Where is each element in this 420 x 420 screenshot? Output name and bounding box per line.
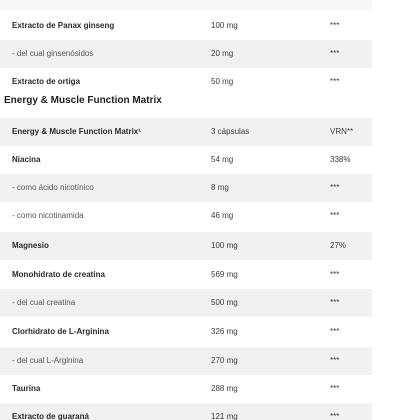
ingredient-vrn: *** [330, 183, 340, 192]
ingredient-vrn: *** [330, 356, 340, 365]
table-row [0, 289, 372, 317]
ingredient-amount: 288 mg [211, 384, 238, 393]
ingredient-name: - del cual creatina [12, 298, 76, 307]
ingredient-amount: 54 mg [211, 155, 234, 164]
header-vrn: VRN** [330, 127, 354, 136]
ingredient-amount: 270 mg [211, 356, 238, 365]
header-amount: 3 cápsulas [211, 127, 250, 136]
ingredient-amount: 46 mg [211, 211, 234, 220]
ingredient-amount: 326 mg [211, 327, 238, 336]
ingredient-vrn: *** [330, 211, 340, 220]
section-title: Energy & Muscle Function Matrix [4, 95, 162, 106]
table-row [0, 261, 372, 289]
ingredient-vrn: *** [330, 298, 340, 307]
table-header-row [0, 118, 372, 146]
ingredient-name: Magnesio [12, 241, 49, 250]
ingredient-vrn: 27% [330, 241, 347, 250]
header-name: Energy & Muscle Function Matrix¹ [12, 127, 141, 136]
table-row [0, 40, 372, 68]
ingredient-amount: 8 mg [211, 183, 229, 192]
ingredient-name: Niacina [12, 155, 41, 164]
ingredient-name: - del cual ginsenósidos [12, 49, 94, 58]
table-row [0, 232, 372, 260]
ingredient-amount: 100 mg [211, 241, 238, 250]
ingredient-vrn: *** [330, 77, 340, 86]
ingredient-name: - del cual L-Arginina [12, 356, 84, 365]
ingredient-vrn [330, 0, 339, 10]
ingredient-amount [211, 0, 233, 10]
ingredient-amount: 121 mg [211, 412, 238, 420]
ingredient-name: Monohidrato de creatina [12, 270, 105, 279]
ingredient-name: Extracto de Panax ginseng [12, 21, 115, 30]
table-row [0, 174, 372, 202]
ingredient-amount: 569 mg [211, 270, 238, 279]
ingredient-amount: 100 mg [211, 21, 238, 30]
ingredient-vrn: *** [330, 327, 340, 336]
table-row [0, 202, 372, 230]
ingredient-amount: 20 mg [211, 49, 234, 58]
ingredient-name: Clorhidrato de L-Arginina [12, 327, 109, 336]
ingredient-name [12, 0, 96, 10]
table-row [0, 318, 372, 346]
table-row [0, 375, 372, 403]
ingredient-name: Extracto de guaraná [12, 412, 89, 420]
ingredient-vrn: *** [330, 412, 340, 420]
ingredient-vrn: 338% [330, 155, 351, 164]
ingredient-vrn: *** [330, 21, 340, 30]
table-row [0, 0, 372, 10]
ingredient-name: Extracto de ortiga [12, 77, 81, 86]
ingredient-amount: 50 mg [211, 77, 234, 86]
ingredient-vrn: *** [330, 49, 340, 58]
ingredient-name: Taurina [12, 384, 41, 393]
ingredient-vrn: *** [330, 270, 340, 279]
ingredient-name: - como nicotinamida [12, 211, 84, 220]
table-row [0, 146, 372, 174]
ingredient-name: - como ácido nicotínico [12, 183, 94, 192]
ingredient-vrn: *** [330, 384, 340, 393]
table-row [0, 12, 372, 40]
table-row [0, 68, 372, 96]
table-row [0, 347, 372, 375]
table-row [0, 403, 372, 420]
ingredient-amount: 500 mg [211, 298, 238, 307]
